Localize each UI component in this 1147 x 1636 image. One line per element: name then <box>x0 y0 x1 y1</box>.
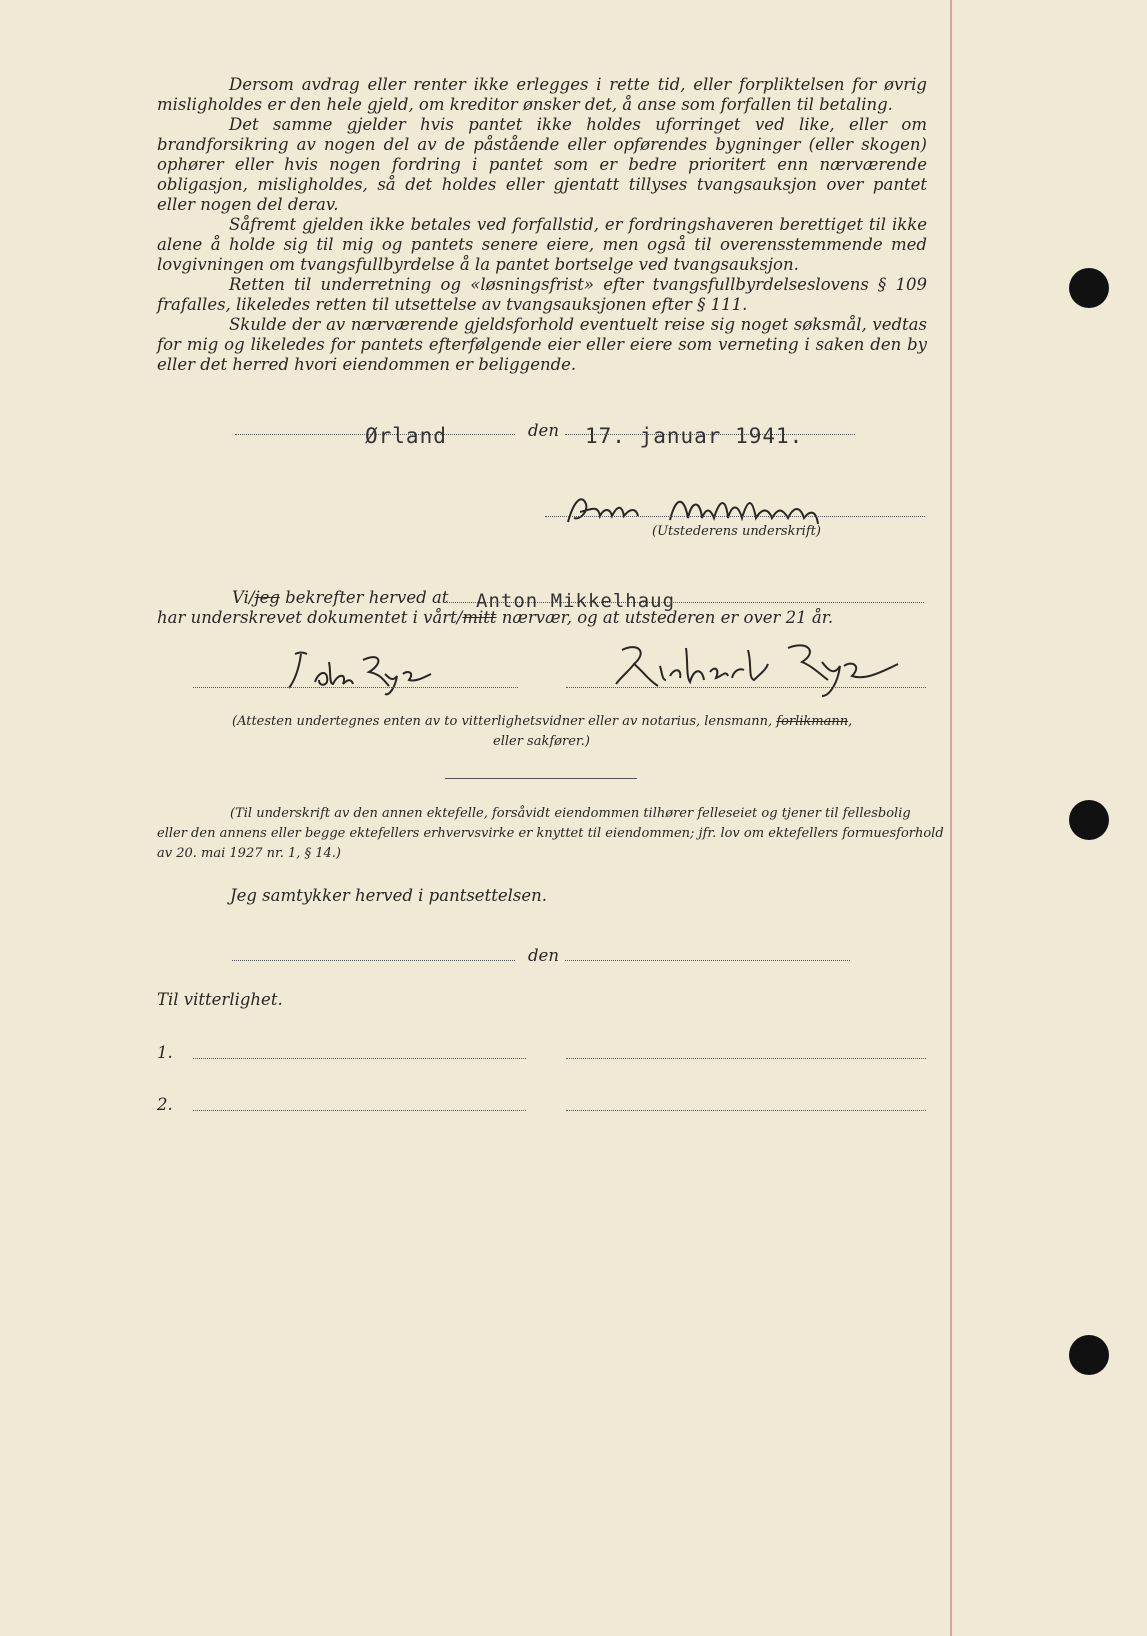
witness-number-2: 2. <box>157 1095 173 1114</box>
witness-signature-1 <box>285 648 485 698</box>
consent-place-line <box>232 960 515 961</box>
vitne-2-line-b <box>566 1110 926 1111</box>
witness-2-line <box>566 687 926 688</box>
witness-line-2: har underskrevet dokumentet i vårt/mitt nærvær, og at utstederen er over 21 år. <box>157 608 834 627</box>
attest-note-line-1: (Attesten undertegnes enten av to vitterlighetsvidner eller av notarius, lensmann, forlikmann, <box>232 714 853 729</box>
paragraph: Dersom avdrag eller renter ikke erlegges i rette tid, eller forpliktelsen for øvrig misligholdes er den hele gjeld, om kreditor ønsker det, å anse som forfallen til betaling. <box>157 75 927 114</box>
witness-signature-2 <box>608 640 928 710</box>
vitne-1-line-a <box>193 1058 526 1059</box>
den-label: den <box>528 421 559 440</box>
punch-hole-icon <box>1069 268 1109 308</box>
terms-text <box>157 75 927 375</box>
attest-note-line-2: eller sakfører.) <box>493 734 590 749</box>
date-value: 17. januar 1941. <box>585 424 804 448</box>
spouse-note-line-2: eller den annens eller begge ektefellers erhvervsvirke er knyttet til eiendommen; jfr. lov om ektefellers formuesforhold <box>157 826 944 841</box>
paragraph: Skulde der av nærværende gjeldsforhold eventuelt reise sig noget søksmål, vedtas for mig og likeledes for pantets efterfølgende eier eller eiere som verneting i saken den by eller det herred hvori eiendommen er beliggende. <box>157 315 927 374</box>
issuer-signature-line <box>545 516 925 517</box>
punch-hole-icon <box>1069 1335 1109 1375</box>
paragraph: Retten til underretning og «løsningsfrist» efter tvangsfullbyrdelseslovens § 109 frafalles, likeledes retten til utsettelse av tvangsauksjonen efter § 111. <box>157 275 927 314</box>
consent-date-line <box>565 960 850 961</box>
witness-1-line <box>193 687 518 688</box>
witness-typed-name: Anton Mikkelhaug <box>476 590 676 612</box>
witness-line-1: Vi/jeg bekrefter herved at <box>232 588 449 607</box>
punch-hole-icon <box>1069 800 1109 840</box>
consent-text: Jeg samtykker herved i pantsettelsen. <box>230 886 547 905</box>
paragraph: Såfremt gjelden ikke betales ved forfallstid, er fordringshaveren berettiget til ikke alene å holde sig til mig og pantets senere eiere, men også til overensstemmende med lovgivningen om tvangsfullbyrdelse å la pantet bortselge ved tvangsauksjon. <box>157 215 927 274</box>
vitne-1-line-b <box>566 1058 926 1059</box>
vitterlighet-heading: Til vitterlighet. <box>157 990 283 1009</box>
witness-number-1: 1. <box>157 1043 173 1062</box>
spouse-note-line-1: (Til underskrift av den annen ektefelle, forsåvidt eiendommen tilhører felleseiet og tjener til fellesbolig <box>230 806 911 821</box>
paragraph: Det samme gjelder hvis pantet ikke holdes uforringet ved like, eller om brandforsikring av nogen del av de påstående eller opførendes bygninger (eller skogen) ophører eller hvis nogen fordring i pantet som er bedre prioritert enn nærværende obligasjon, misligholdes, så det holdes eller gjentatt tillyses tvangsauksjon over pantet eller nogen del derav. <box>157 115 927 214</box>
den-label-2: den <box>528 946 559 965</box>
vitne-2-line-a <box>193 1110 526 1111</box>
red-margin-line <box>950 0 952 1636</box>
section-divider <box>445 778 637 779</box>
spouse-note-line-3: av 20. mai 1927 nr. 1, § 14.) <box>157 846 341 861</box>
issuer-caption: (Utstederens underskrift) <box>652 524 821 539</box>
place-value: Ørland <box>365 424 447 448</box>
